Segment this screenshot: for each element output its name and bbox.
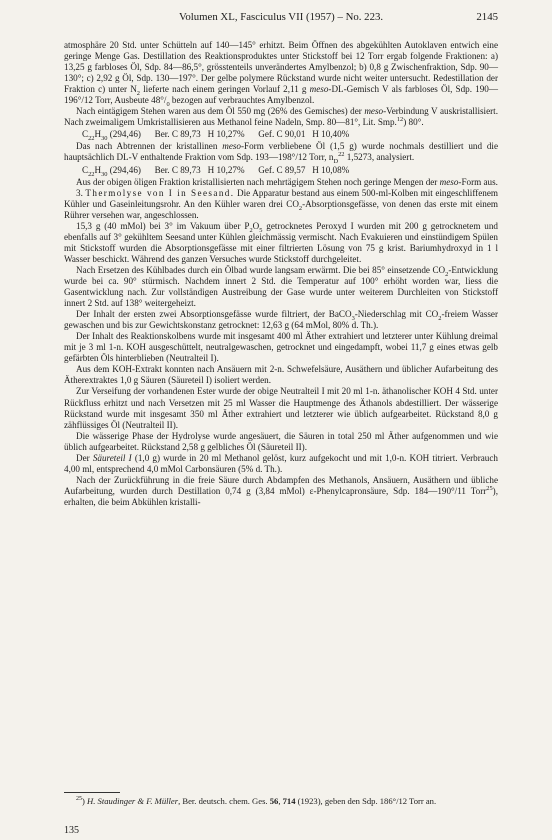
folio-number: 135 (64, 825, 79, 836)
body-paragraph: Der Inhalt der ersten zwei Absorptionsgefässe wurde filtriert, der BaCO$_3$-Niederschlag mit $CO_2$-freiem Wasser gewaschen und bis zur Gewichtskonstanz getrocknet: 12,63 g (64 mMol, 80% d. Th.). (64, 309, 498, 331)
footnote-divider (64, 792, 120, 793)
body-paragraph: 3. Thermolyse von I in Seesand. Die Apparatur bestand aus einem 500-ml-Kolben mit eingeschliffenem Kühler und Gaseinleitungsrohr. An den Kühler waren drei $CO_2$-Absorptionsgefässe, von denen das erste mit einem Rührer versehen war, angeschlossen. (64, 187, 498, 220)
body-paragraph: Die wässerige Phase der Hydrolyse wurde angesäuert, die Säuren in total 250 ml Äther aufgenommen und wie üblich aufgearbeitet. Rückstand 2,58 g gelbliches Öl (Säureteil II). (64, 430, 498, 452)
article-body (64, 40, 498, 508)
body-paragraph: Nach Ersetzen des Kühlbades durch ein Ölbad wurde langsam erwärmt. Die bei 85° einsetzende $CO_2$-Entwicklung wurde bei ca. 90° stürmisch. Nachdem innert 2 Std. die Temperatur auf 100° erhöht worden war, liess die Gasentwicklung nach. Zur vollständigen Austreibung der Gase wurde unter weiterem Durchleiten von Stickstoff innert 2 Std. auf 138° weitergeheizt. (64, 264, 498, 309)
body-paragraph: Der Säureteil I (1,0 g) wurde in 20 ml Methanol gelöst, kurz aufgekocht und mit 1,0-n. KOH titriert. Verbrauch 4,00 ml, entsprechend 4,0 mMol Carbonsäuren (5% d. Th.). (64, 452, 498, 474)
footnote-25: $^{25}$) H. Staudinger & F. Müller, Ber. deutsch. chem. Ges. 56, 714 (1923), geben den Sdp. 186°/12 Torr an. (76, 796, 437, 806)
page-number: 2145 (476, 11, 498, 23)
running-header (64, 11, 498, 25)
body-paragraph: Nach der Zurückführung in die freie Säure durch Abdampfen des Methanols, Ansäuern, Ausäthern und übliche Aufarbeitung, wurden durch Destillation 0,74 g (3,84 mMol) ε-Phenylcapronsäure, Sdp. 184—190°/11 Torr$^{25}$), erhalten, die beim Abkühlen kristalli- (64, 474, 498, 507)
body-paragraph: 15,3 g (40 mMol) bei 3° im Vakuum über $P_2O_5$ getrocknetes Peroxyd I wurden mit 200 g getrocknetem und ebenfalls auf 3° gekühltem Seesand unter Kühlen gleichmässig vermischt. Nach Evakuieren und einstündigem Spülen mit Stickstoff wurden die Absorptionsgefässe mit einer filtrierten Lösung von 75 g krist. Bariumhydroxyd in 1 l Wasser beschickt. Während des ganzen Versuches wurde Stickstoff durchgeleitet. (64, 220, 498, 264)
body-paragraph: Aus der obigen öligen Fraktion kristallisierten nach mehrtägigem Stehen noch geringe Mengen der meso-Form aus. (76, 176, 498, 187)
analysis-formula-line: $C_{22}H_{30}$ (294,46) Ber. C 89,73 H 10,27% Gef. C 89,57 H 10,08% (82, 164, 350, 178)
body-paragraph: Zur Verseifung der vorhandenen Ester wurde der obige Neutralteil I mit 20 ml 1-n. äthanolischer KOH 4 Std. unter Rückfluss erhitzt und nach Versetzen mit 25 ml Wasser die Hauptmenge des Äthanols abdestilliert. Der wässerige Rückstand wurde mit insgesamt 350 ml Äther extrahiert und letzterer wie üblich aufgearbeitet. Rückstand 8,0 g zähflüssiges Öl (Neutralteil II). (64, 386, 498, 430)
body-paragraph: atmosphäre 20 Std. unter Schütteln auf 140—145° erhitzt. Beim Öffnen des abgekühlten Autoklaven entwich eine geringe Menge Gas. Destillation des Reaktionsproduktes unter Stickstoff bei 12 Torr ergab folgende Fraktionen: a) 13,25 g farbloses Öl, Sdp. 84—86,5°, grösstenteils unverändertes Amylbenzol; b) 0,8 g Zwischenfraktion, Sdp. 90—130°; c) 2,92 g Öl, Sdp. 130—197°. Der gelbe polymere Rückstand wurde nicht weiter untersucht. Redestillation der Fraktion c) unter $N_2$ lieferte nach einem geringen Vorlauf 2,11 g meso-DL-Gemisch V als farbloses Öl, Sdp. 190—196°/12 Torr, Ausbeute $48^\circ/_0$ bezogen auf verbrauchtes Amylbenzol. (64, 40, 498, 109)
analysis-formula-line: $C_{22}H_{30}$ (294,46) Ber. C 89,73 H 10,27% Gef. C 90,01 H 10,40% (82, 129, 350, 143)
body-paragraph: Nach eintägigem Stehen waren aus dem Öl 550 mg (26% des Gemisches) der meso-Verbindung V auskristallisiert. Nach zweimaligem Umkristallisieren aus Methanol feine Nadeln, Smp. 80—81°, Lit. Smp.$^{12}$) 80°. (64, 106, 498, 128)
journal-volume-line: Volumen XL, Fasciculus VII (1957) – No. 223. (178, 11, 384, 23)
body-paragraph: Der Inhalt des Reaktionskolbens wurde mit insgesamt 400 ml Äther extrahiert und letzterer unter Kühlung dreimal mit je 3 ml 1-n. KOH ausgeschüttelt, neutralgewaschen, getrocknet und eingedampft, wobei 11,7 g eines etwas gelb gefärbten Öls hinterblieben (Neutralteil I). (64, 331, 498, 364)
body-paragraph: Aus dem KOH-Extrakt konnten nach Ansäuern mit 2-n. Schwefelsäure, Ausäthern und üblicher Aufarbeitung des Ätherextraktes 1,0 g Säuren (Säureteil I) isoliert werden. (64, 364, 498, 386)
body-paragraph: Das nach Abtrennen der kristallinen meso-Form verbliebene Öl (1,5 g) wurde nochmals destilliert und die hauptsächlich DL-V enthaltende Fraktion vom Sdp. 193—198°/12 Torr, $n_D^{22}$ 1,5273, analysiert. (64, 141, 498, 166)
